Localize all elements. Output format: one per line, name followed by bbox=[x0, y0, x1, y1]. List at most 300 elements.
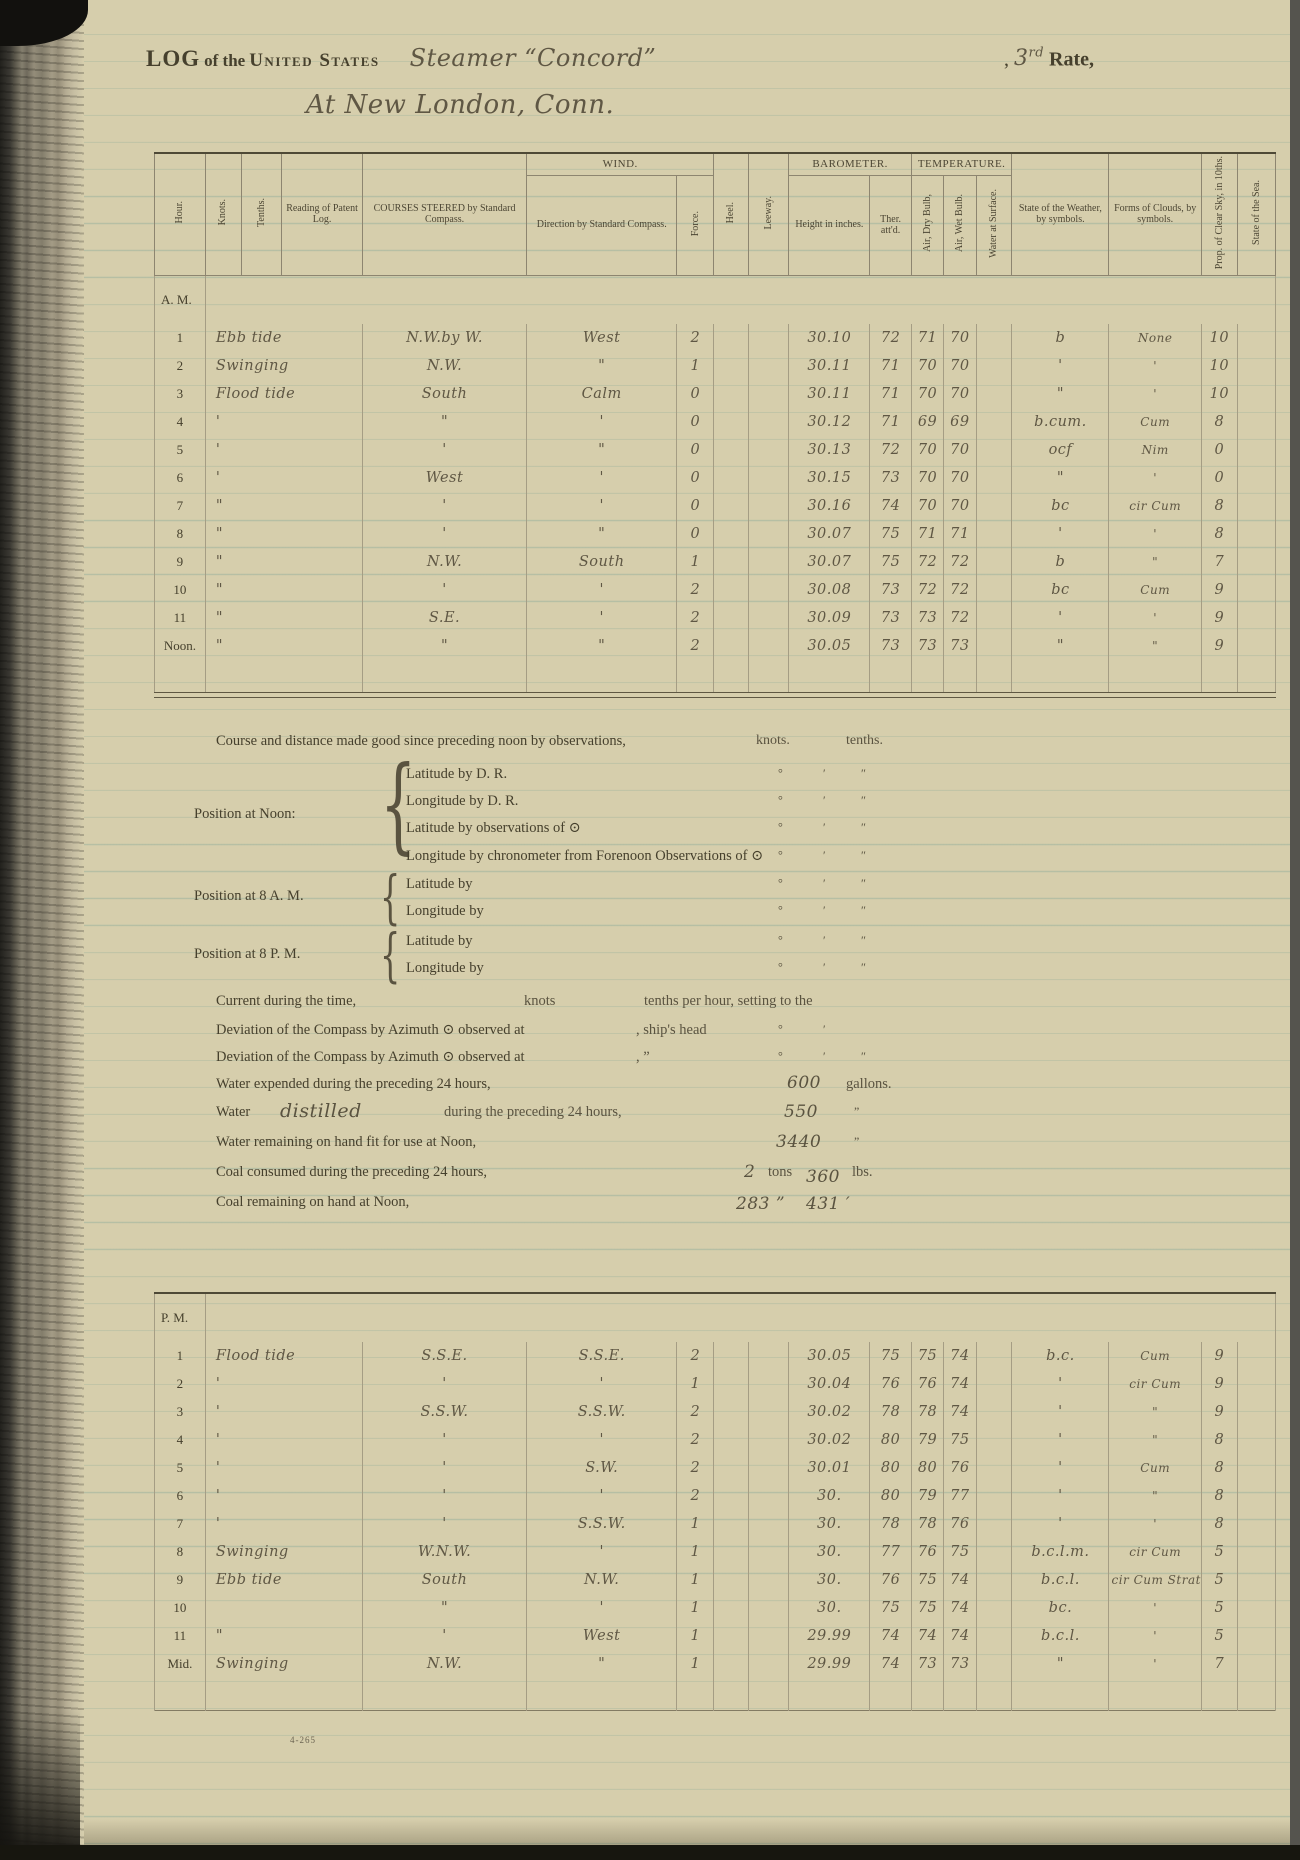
deviation-tail: , ” bbox=[636, 1049, 650, 1065]
coal-consumed-line bbox=[84, 1164, 1290, 1190]
minute-mark: ′ bbox=[823, 820, 826, 834]
position-line bbox=[84, 933, 1290, 959]
cell-dry-bulb: 80 bbox=[911, 1454, 943, 1482]
degree-mark: ° bbox=[778, 793, 783, 807]
log-page bbox=[84, 0, 1290, 1845]
cell-course: " bbox=[362, 408, 526, 436]
coal-remaining-line bbox=[84, 1194, 1290, 1220]
current-pre-text: Current during the time, bbox=[216, 993, 357, 1009]
position-line-text: Longitude by chronometer from Forenoon Observations of ⊙ bbox=[406, 848, 764, 864]
cell-barometer-height: 30.15 bbox=[789, 464, 870, 492]
cell-ther-attd: 73 bbox=[870, 464, 912, 492]
second-mark: ″ bbox=[861, 793, 866, 807]
cell-barometer-height: 30.04 bbox=[789, 1370, 870, 1398]
cell-weather-symbols: b.cum. bbox=[1012, 408, 1109, 436]
position-line-text: Latitude by bbox=[406, 933, 473, 949]
cell-hour: 2 bbox=[155, 352, 206, 380]
cell-hour: 4 bbox=[155, 1426, 206, 1454]
cell-ther-attd: 80 bbox=[870, 1426, 912, 1454]
position-line bbox=[84, 876, 1290, 902]
cell-wind-direction: N.W. bbox=[527, 1566, 677, 1594]
cell-tide: " bbox=[205, 1622, 362, 1650]
cell-ther-attd: 75 bbox=[870, 1594, 912, 1622]
degree-mark: ° bbox=[778, 1049, 783, 1063]
position-line-text: Latitude by D. R. bbox=[406, 766, 508, 782]
second-mark: ″ bbox=[861, 876, 866, 890]
cell-dry-bulb: 75 bbox=[911, 1342, 943, 1370]
cell-weather-symbols: ocf bbox=[1012, 436, 1109, 464]
col-header-heel-label: Heel. bbox=[725, 201, 737, 224]
cell-tide: " bbox=[205, 520, 362, 548]
position-8pm-label: Position at 8 P. M. bbox=[194, 946, 301, 962]
cell-course: ' bbox=[362, 1510, 526, 1538]
cell-hour: 6 bbox=[155, 464, 206, 492]
cell-heel bbox=[714, 1370, 749, 1398]
cell-tide: Ebb tide bbox=[205, 324, 362, 352]
cell-course: ' bbox=[362, 1622, 526, 1650]
cell-course: " bbox=[362, 1594, 526, 1622]
second-mark: ″ bbox=[861, 848, 866, 862]
col-header-weather: State of the Weather, by symbols. bbox=[1012, 153, 1109, 275]
cell-sea-state bbox=[1237, 1482, 1275, 1510]
cell-force: 0 bbox=[677, 492, 714, 520]
cell-course: N.W.by W. bbox=[362, 324, 526, 352]
cell-hour: 3 bbox=[155, 380, 206, 408]
cell-wet-bulb: 74 bbox=[944, 1370, 976, 1398]
cell-dry-bulb: 76 bbox=[911, 1538, 943, 1566]
cell-force: 0 bbox=[677, 464, 714, 492]
water-expended-value: 600 bbox=[787, 1073, 821, 1093]
col-header-knots-label: Knots. bbox=[217, 199, 229, 226]
cell-water-surface bbox=[976, 1426, 1012, 1454]
pm-log-row bbox=[155, 1510, 1276, 1538]
cell-force: 1 bbox=[677, 1370, 714, 1398]
current-line bbox=[84, 993, 1290, 1019]
cell-wind-direction: South bbox=[527, 548, 677, 576]
cell-clear-sky: 9 bbox=[1201, 1370, 1237, 1398]
spacer-cell bbox=[205, 1678, 362, 1711]
water-expended-line bbox=[84, 1073, 1290, 1102]
cell-clear-sky: 8 bbox=[1201, 520, 1237, 548]
cell-force: 2 bbox=[677, 324, 714, 352]
cell-barometer-height: 29.99 bbox=[789, 1622, 870, 1650]
cell-wet-bulb: 70 bbox=[944, 352, 976, 380]
brace-8am: { bbox=[380, 863, 401, 931]
cell-wind-direction: ' bbox=[527, 1370, 677, 1398]
coal-remaining-tons-value: 283 ” bbox=[736, 1194, 786, 1214]
cell-cloud-forms: ' bbox=[1109, 1650, 1201, 1678]
empty-cell bbox=[205, 1293, 1275, 1342]
cell-ther-attd: 78 bbox=[870, 1510, 912, 1538]
cell-cloud-forms: Cum bbox=[1109, 408, 1201, 436]
cell-wind-direction: ' bbox=[527, 492, 677, 520]
cell-course: N.W. bbox=[362, 1650, 526, 1678]
cell-clear-sky: 8 bbox=[1201, 1510, 1237, 1538]
cell-wet-bulb: 71 bbox=[944, 520, 976, 548]
cell-tide: ' bbox=[205, 1398, 362, 1426]
cell-barometer-height: 30.13 bbox=[789, 436, 870, 464]
cell-wet-bulb: 70 bbox=[944, 492, 976, 520]
cell-dry-bulb: 70 bbox=[911, 492, 943, 520]
cell-wind-direction: " bbox=[527, 520, 677, 548]
cell-ther-attd: 76 bbox=[870, 1566, 912, 1594]
cell-hour: 10 bbox=[155, 576, 206, 604]
cell-wet-bulb: 74 bbox=[944, 1398, 976, 1426]
cell-weather-symbols: ' bbox=[1012, 1510, 1109, 1538]
lbs-label: lbs. bbox=[852, 1164, 873, 1180]
cell-hour: 11 bbox=[155, 1622, 206, 1650]
cell-ther-attd: 74 bbox=[870, 1650, 912, 1678]
cell-barometer-height: 30.05 bbox=[789, 1342, 870, 1370]
cell-hour: Mid. bbox=[155, 1650, 206, 1678]
cell-course: N.W. bbox=[362, 352, 526, 380]
cell-leeway bbox=[748, 1538, 788, 1566]
second-mark: ″ bbox=[861, 960, 866, 974]
deviation-text: Deviation of the Compass by Azimuth ⊙ observed at bbox=[216, 1022, 525, 1038]
coal-tons-value: 2 bbox=[744, 1162, 756, 1182]
cell-force: 1 bbox=[677, 548, 714, 576]
cell-hour: 1 bbox=[155, 324, 206, 352]
cell-leeway bbox=[748, 1566, 788, 1594]
minute-mark: ′ bbox=[823, 848, 826, 862]
cell-barometer-height: 29.99 bbox=[789, 1650, 870, 1678]
cell-wind-direction: S.S.W. bbox=[527, 1398, 677, 1426]
cell-ther-attd: 80 bbox=[870, 1454, 912, 1482]
cell-heel bbox=[714, 1650, 749, 1678]
position-line-text: Longitude by bbox=[406, 960, 484, 976]
cell-water-surface bbox=[976, 1510, 1012, 1538]
cell-force: 2 bbox=[677, 576, 714, 604]
deviation-tail: , ship's head bbox=[636, 1022, 707, 1038]
cell-leeway bbox=[748, 1370, 788, 1398]
position-line-text: Latitude by bbox=[406, 876, 473, 892]
cell-weather-symbols: ' bbox=[1012, 1426, 1109, 1454]
cell-clear-sky: 8 bbox=[1201, 492, 1237, 520]
cell-weather-symbols: " bbox=[1012, 380, 1109, 408]
cell-force: 2 bbox=[677, 1426, 714, 1454]
water-label: Water bbox=[216, 1104, 251, 1120]
cell-heel bbox=[714, 1622, 749, 1650]
col-header-leeway-label: Leeway. bbox=[762, 195, 774, 230]
position-line bbox=[84, 903, 1290, 929]
current-knots-label: knots bbox=[524, 993, 556, 1009]
cell-wet-bulb: 74 bbox=[944, 1566, 976, 1594]
title-united-states: United States bbox=[249, 50, 380, 71]
cell-barometer-height: 30.09 bbox=[789, 604, 870, 632]
cell-heel bbox=[714, 1426, 749, 1454]
second-mark: ″ bbox=[861, 820, 866, 834]
cell-course: S.E. bbox=[362, 604, 526, 632]
cell-dry-bulb: 69 bbox=[911, 408, 943, 436]
cell-ther-attd: 71 bbox=[870, 408, 912, 436]
cell-heel bbox=[714, 1454, 749, 1482]
degree-mark: ° bbox=[778, 820, 783, 834]
cell-hour: Noon. bbox=[155, 632, 206, 660]
cell-dry-bulb: 79 bbox=[911, 1482, 943, 1510]
distilled-handwritten: distilled bbox=[280, 1100, 362, 1122]
form-number: 4-265 bbox=[290, 1735, 316, 1745]
cell-course: ' bbox=[362, 520, 526, 548]
brace-noon: { bbox=[380, 743, 417, 865]
cell-cloud-forms: Nim bbox=[1109, 436, 1201, 464]
spacer-cell bbox=[362, 1678, 526, 1711]
cell-force: 0 bbox=[677, 380, 714, 408]
degree-mark: ° bbox=[778, 933, 783, 947]
cell-weather-symbols: ' bbox=[1012, 604, 1109, 632]
degree-mark: ° bbox=[778, 766, 783, 780]
during-label: during the preceding 24 hours, bbox=[444, 1104, 622, 1120]
col-header-clouds: Forms of Clouds, by symbols. bbox=[1109, 153, 1201, 275]
cell-ther-attd: 77 bbox=[870, 1538, 912, 1566]
cell-wet-bulb: 73 bbox=[944, 632, 976, 660]
cell-wind-direction: S.W. bbox=[527, 1454, 677, 1482]
cell-wet-bulb: 75 bbox=[944, 1426, 976, 1454]
cell-course: West bbox=[362, 464, 526, 492]
cell-ther-attd: 72 bbox=[870, 324, 912, 352]
cell-cloud-forms: ' bbox=[1109, 520, 1201, 548]
cell-clear-sky: 0 bbox=[1201, 464, 1237, 492]
cell-weather-symbols: b bbox=[1012, 324, 1109, 352]
cell-ther-attd: 74 bbox=[870, 1622, 912, 1650]
cell-wind-direction: ' bbox=[527, 604, 677, 632]
cell-ther-attd: 71 bbox=[870, 352, 912, 380]
course-distance-line bbox=[84, 733, 1290, 759]
brace-8pm: { bbox=[380, 921, 401, 989]
cell-clear-sky: 10 bbox=[1201, 380, 1237, 408]
cell-clear-sky: 7 bbox=[1201, 1650, 1237, 1678]
cell-wind-direction: " bbox=[527, 1650, 677, 1678]
cell-wind-direction: ' bbox=[527, 1482, 677, 1510]
col-group-temperature: TEMPERATURE. bbox=[911, 153, 1012, 175]
degree-mark: ° bbox=[778, 848, 783, 862]
cell-force: 2 bbox=[677, 1454, 714, 1482]
cell-tide: ' bbox=[205, 1454, 362, 1482]
cell-hour: 6 bbox=[155, 1482, 206, 1510]
coal-consumed-text: Coal consumed during the preceding 24 hours, bbox=[216, 1164, 488, 1180]
cell-clear-sky: 5 bbox=[1201, 1622, 1237, 1650]
cell-hour: 2 bbox=[155, 1370, 206, 1398]
tenths-label: tenths. bbox=[846, 733, 883, 748]
cell-wind-direction: S.S.E. bbox=[527, 1342, 677, 1370]
title-log: LOG bbox=[146, 46, 201, 71]
minute-mark: ′ bbox=[823, 1022, 826, 1036]
position-line-text: Longitude by D. R. bbox=[406, 793, 519, 809]
col-header-height: Height in inches. bbox=[789, 175, 870, 275]
cell-weather-symbols: ' bbox=[1012, 352, 1109, 380]
cell-tide: Swinging bbox=[205, 352, 362, 380]
cell-course: ' bbox=[362, 1454, 526, 1482]
cell-hour: 7 bbox=[155, 1510, 206, 1538]
pm-section-label-row bbox=[155, 1293, 1276, 1342]
minute-mark: ′ bbox=[823, 876, 826, 890]
second-mark: ″ bbox=[861, 933, 866, 947]
cell-weather-symbols: ' bbox=[1012, 1398, 1109, 1426]
cell-course: ' bbox=[362, 436, 526, 464]
cell-ther-attd: 75 bbox=[870, 1342, 912, 1370]
pm-log-row bbox=[155, 1482, 1276, 1510]
cell-wind-direction: ' bbox=[527, 1426, 677, 1454]
cell-sea-state bbox=[1237, 1594, 1275, 1622]
pm-log-table bbox=[154, 1292, 1276, 1711]
cell-tide: Flood tide bbox=[205, 1342, 362, 1370]
cell-hour: 10 bbox=[155, 1594, 206, 1622]
cell-wet-bulb: 74 bbox=[944, 1622, 976, 1650]
rate-label: Rate, bbox=[1049, 48, 1095, 71]
cell-leeway bbox=[748, 1510, 788, 1538]
cell-clear-sky: 0 bbox=[1201, 436, 1237, 464]
cell-barometer-height: 30.07 bbox=[789, 520, 870, 548]
cell-leeway bbox=[748, 1482, 788, 1510]
cell-dry-bulb: 71 bbox=[911, 324, 943, 352]
cell-cloud-forms: " bbox=[1109, 632, 1201, 660]
cell-force: 1 bbox=[677, 352, 714, 380]
col-header-ther: Ther. att'd. bbox=[870, 175, 912, 275]
cell-cloud-forms: ' bbox=[1109, 1510, 1201, 1538]
cell-water-surface bbox=[976, 1370, 1012, 1398]
cell-force: 1 bbox=[677, 1510, 714, 1538]
cell-force: 1 bbox=[677, 1622, 714, 1650]
cell-wind-direction: " bbox=[527, 632, 677, 660]
cell-weather-symbols: b.c.l. bbox=[1012, 1566, 1109, 1594]
col-header-clear-sky-label: Prop. of Clear Sky, in 10ths. bbox=[1213, 156, 1225, 270]
cell-leeway bbox=[748, 1622, 788, 1650]
cell-cloud-forms: ' bbox=[1109, 604, 1201, 632]
cell-course: S.S.W. bbox=[362, 1398, 526, 1426]
col-header-tenths-label: Tenths. bbox=[255, 198, 267, 228]
cell-clear-sky: 8 bbox=[1201, 1454, 1237, 1482]
cell-tide bbox=[205, 1594, 362, 1622]
water-expended-text: Water expended during the preceding 24 hours, bbox=[216, 1076, 491, 1092]
cell-force: 0 bbox=[677, 520, 714, 548]
cell-hour: 1 bbox=[155, 1342, 206, 1370]
cell-barometer-height: 30.01 bbox=[789, 1454, 870, 1482]
cell-ther-attd: 78 bbox=[870, 1398, 912, 1426]
cell-cloud-forms: " bbox=[1109, 548, 1201, 576]
pm-log-row bbox=[155, 1454, 1276, 1482]
cell-barometer-height: 30.16 bbox=[789, 492, 870, 520]
cell-wet-bulb: 72 bbox=[944, 604, 976, 632]
cell-weather-symbols: b.c.l. bbox=[1012, 1622, 1109, 1650]
cell-wet-bulb: 70 bbox=[944, 464, 976, 492]
cell-barometer-height: 30. bbox=[789, 1566, 870, 1594]
rate-number: 3 bbox=[1014, 46, 1029, 72]
cell-water-surface bbox=[976, 1398, 1012, 1426]
degree-mark: ° bbox=[778, 1022, 783, 1036]
cell-wind-direction: ' bbox=[527, 1538, 677, 1566]
cell-barometer-height: 30.02 bbox=[789, 1398, 870, 1426]
position-8am-label: Position at 8 A. M. bbox=[194, 888, 304, 904]
cell-cloud-forms: cir Cum bbox=[1109, 1538, 1201, 1566]
cell-leeway bbox=[748, 1594, 788, 1622]
cell-barometer-height: 30. bbox=[789, 1510, 870, 1538]
cell-wind-direction: West bbox=[527, 1622, 677, 1650]
pm-log-row bbox=[155, 1342, 1276, 1370]
cell-course: N.W. bbox=[362, 548, 526, 576]
cell-cloud-forms: ' bbox=[1109, 464, 1201, 492]
position-line bbox=[84, 820, 1290, 846]
cell-wet-bulb: 70 bbox=[944, 324, 976, 352]
cell-barometer-height: 30.08 bbox=[789, 576, 870, 604]
cell-dry-bulb: 79 bbox=[911, 1426, 943, 1454]
deviation-text: Deviation of the Compass by Azimuth ⊙ observed at bbox=[216, 1049, 525, 1065]
current-post-text: tenths per hour, setting to the bbox=[644, 993, 813, 1009]
spacer-cell bbox=[976, 1678, 1012, 1711]
second-mark: ″ bbox=[861, 1049, 866, 1063]
cell-ther-attd: 72 bbox=[870, 436, 912, 464]
cell-hour: 5 bbox=[155, 436, 206, 464]
cell-wet-bulb: 74 bbox=[944, 1594, 976, 1622]
cell-course: ' bbox=[362, 576, 526, 604]
cell-force: 0 bbox=[677, 408, 714, 436]
cell-barometer-height: 30.02 bbox=[789, 1426, 870, 1454]
cell-force: 1 bbox=[677, 1566, 714, 1594]
water-remaining-value: 3440 bbox=[776, 1132, 822, 1152]
spacer-cell bbox=[714, 1678, 749, 1711]
cell-clear-sky: 8 bbox=[1201, 1482, 1237, 1510]
position-line bbox=[84, 793, 1290, 819]
cell-dry-bulb: 76 bbox=[911, 1370, 943, 1398]
cell-dry-bulb: 71 bbox=[911, 520, 943, 548]
cell-weather-symbols: ' bbox=[1012, 520, 1109, 548]
spacer-cell bbox=[677, 1678, 714, 1711]
cell-hour: 8 bbox=[155, 1538, 206, 1566]
cell-tide: Flood tide bbox=[205, 380, 362, 408]
cell-course: S.S.E. bbox=[362, 1342, 526, 1370]
cell-leeway bbox=[748, 1650, 788, 1678]
cell-wind-direction: West bbox=[527, 324, 677, 352]
cell-tide: ' bbox=[205, 1370, 362, 1398]
cell-dry-bulb: 72 bbox=[911, 548, 943, 576]
cell-wet-bulb: 73 bbox=[944, 1650, 976, 1678]
scan-bottom-band bbox=[0, 1845, 1300, 1860]
coal-remaining-lbs-value: 431 ′ bbox=[806, 1194, 851, 1214]
pm-log-row bbox=[155, 1622, 1276, 1650]
cell-clear-sky: 5 bbox=[1201, 1538, 1237, 1566]
cell-clear-sky: 7 bbox=[1201, 548, 1237, 576]
rate-ordinal: rd bbox=[1028, 46, 1045, 61]
cell-tide: " bbox=[205, 604, 362, 632]
cell-hour: 8 bbox=[155, 520, 206, 548]
cell-cloud-forms: cir Cum bbox=[1109, 492, 1201, 520]
degree-mark: ° bbox=[778, 960, 783, 974]
cell-force: 2 bbox=[677, 1482, 714, 1510]
col-group-barometer: BAROMETER. bbox=[789, 153, 911, 175]
minute-mark: ′ bbox=[823, 960, 826, 974]
minute-mark: ′ bbox=[823, 903, 826, 917]
cell-dry-bulb: 78 bbox=[911, 1510, 943, 1538]
cell-ther-attd: 73 bbox=[870, 632, 912, 660]
water-remaining-line bbox=[84, 1134, 1290, 1160]
cell-dry-bulb: 78 bbox=[911, 1398, 943, 1426]
cell-clear-sky: 5 bbox=[1201, 1566, 1237, 1594]
spacer-cell bbox=[1237, 1678, 1275, 1711]
cell-heel bbox=[714, 1482, 749, 1510]
book-spine-page-edges bbox=[0, 0, 84, 1860]
cell-hour: 4 bbox=[155, 408, 206, 436]
cell-force: 1 bbox=[677, 1538, 714, 1566]
pm-label: P. M. bbox=[155, 1293, 206, 1342]
col-header-courses: COURSES STEERED by Standard Compass. bbox=[362, 153, 526, 275]
cell-ther-attd: 73 bbox=[870, 576, 912, 604]
cell-dry-bulb: 70 bbox=[911, 436, 943, 464]
cell-force: 1 bbox=[677, 1594, 714, 1622]
cell-wet-bulb: 77 bbox=[944, 1482, 976, 1510]
cell-clear-sky: 10 bbox=[1201, 324, 1237, 352]
cell-course: W.N.W. bbox=[362, 1538, 526, 1566]
position-line-text: Longitude by bbox=[406, 903, 484, 919]
col-header-patent-log: Reading of Patent Log. bbox=[282, 153, 363, 275]
cell-cloud-forms: " bbox=[1109, 1398, 1201, 1426]
